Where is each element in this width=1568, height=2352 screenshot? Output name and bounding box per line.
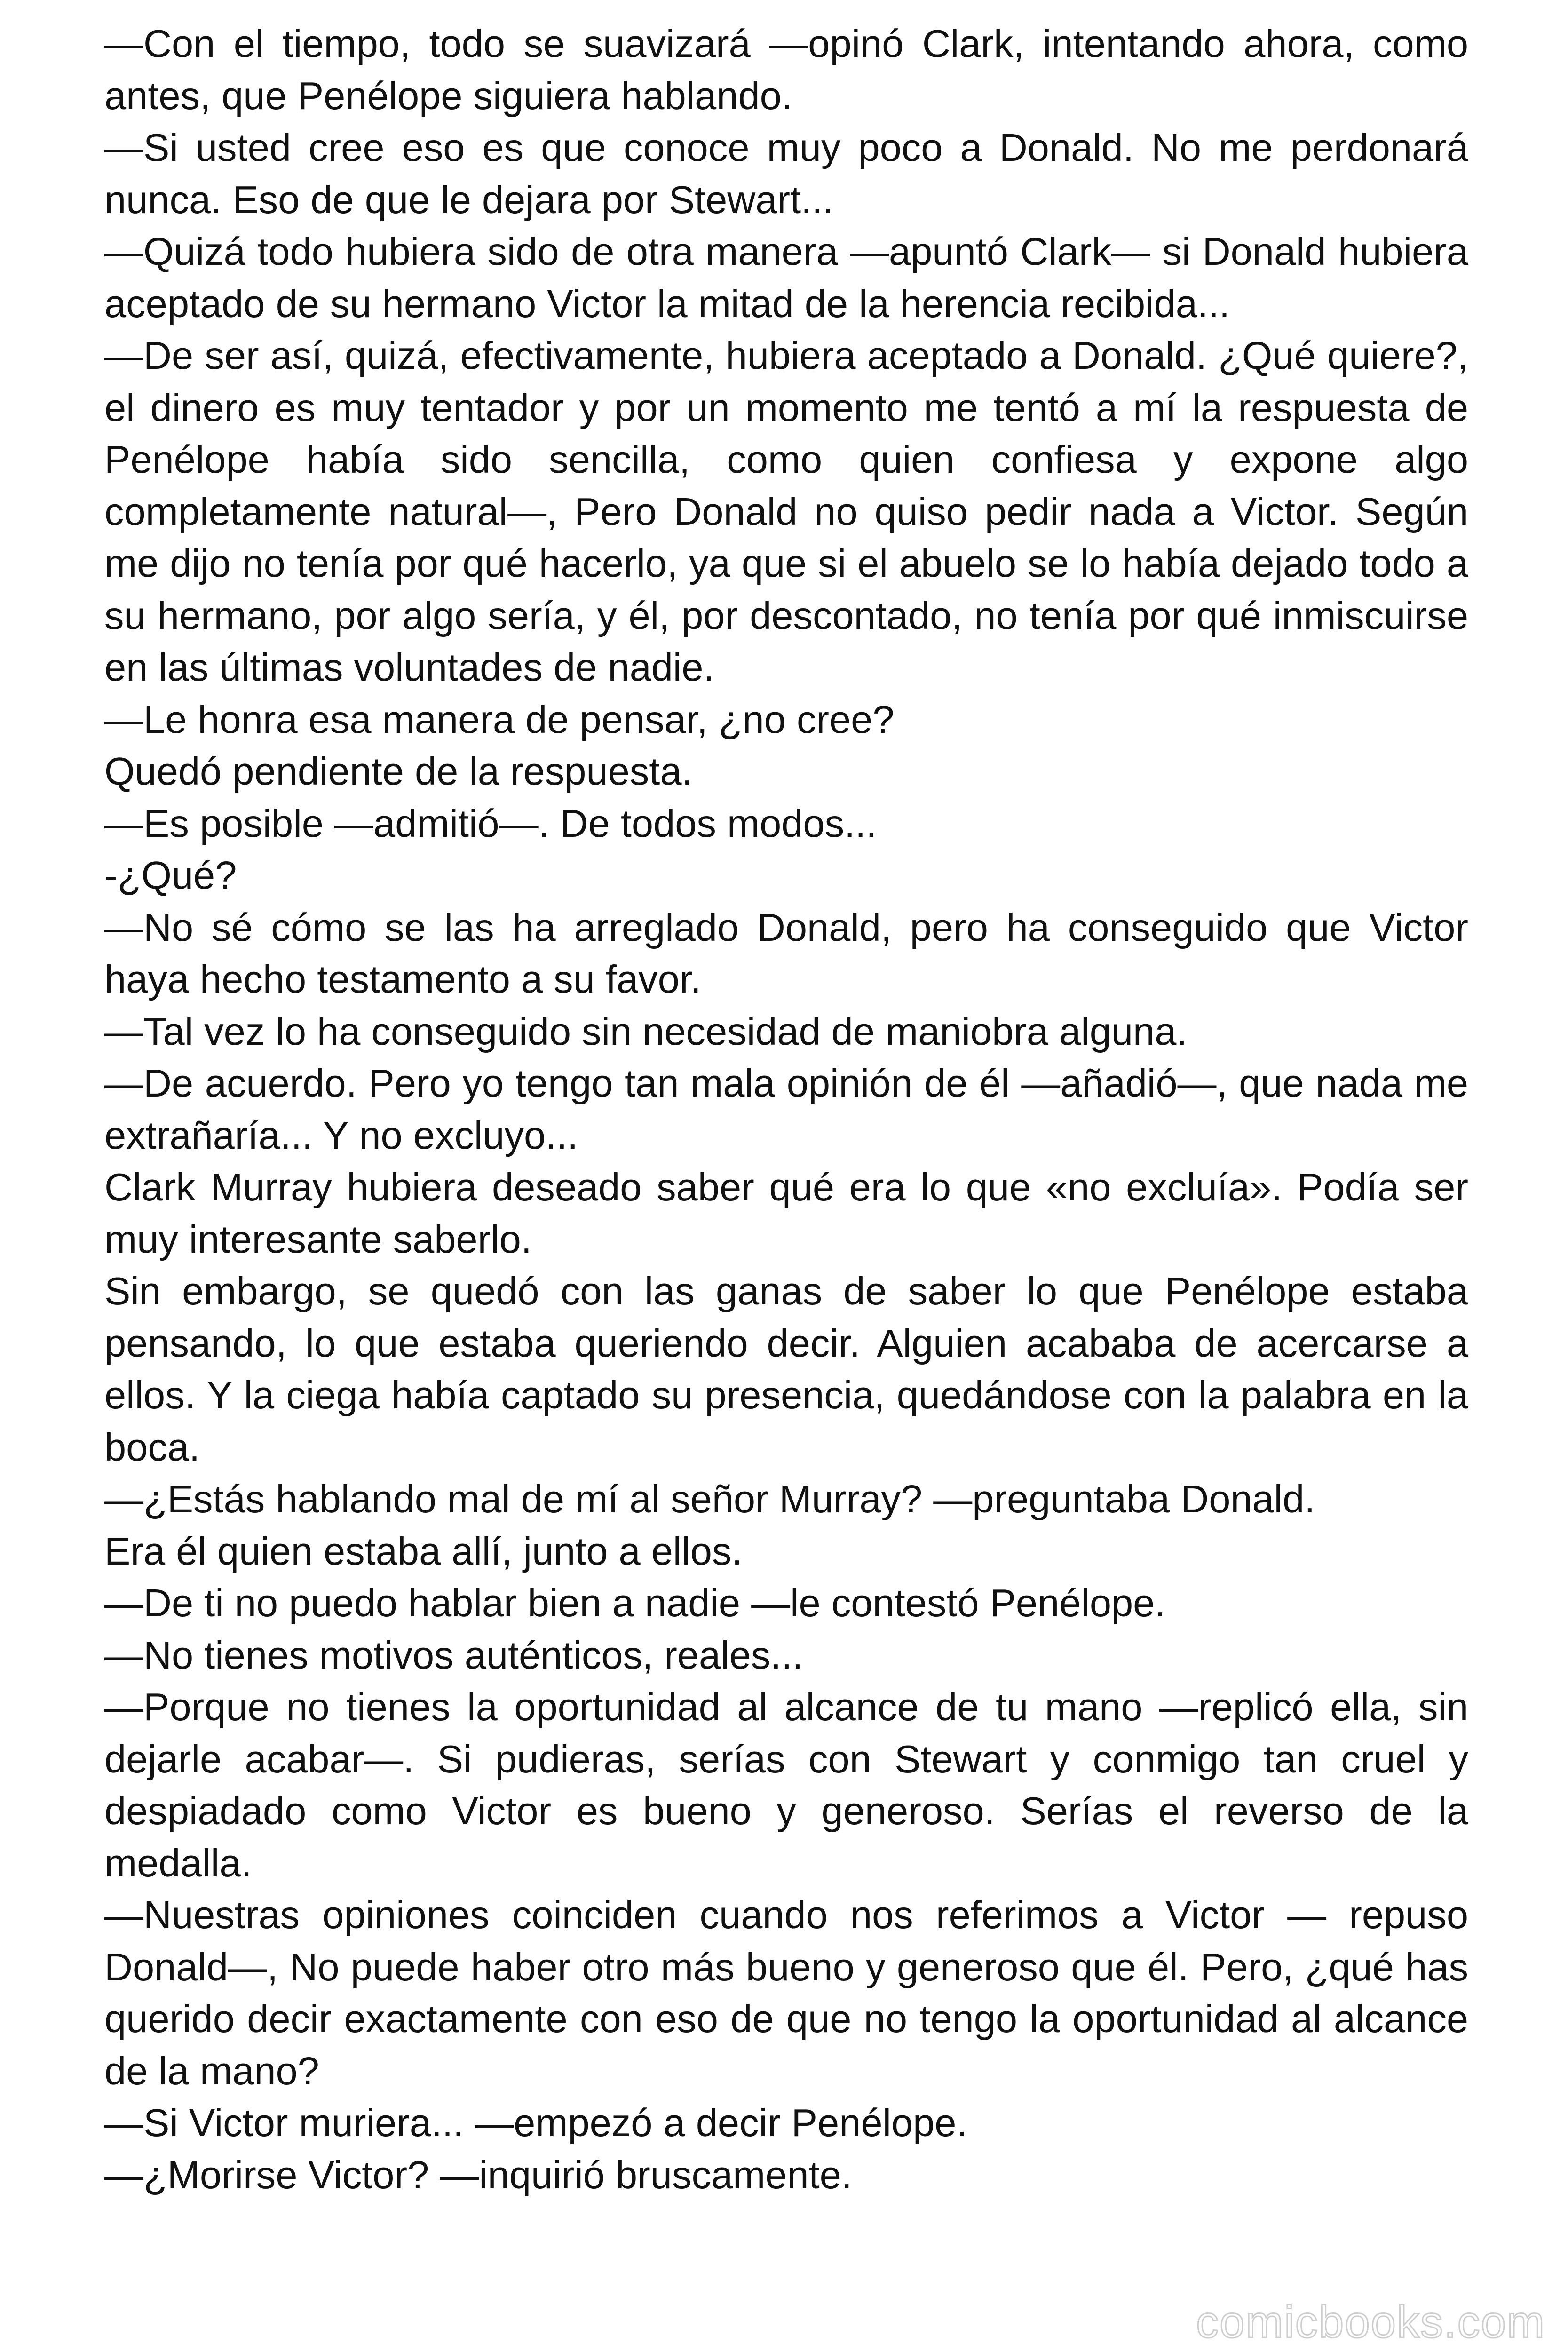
paragraph: —Quizá todo hubiera sido de otra manera —apuntó Clark— si Donald hubiera aceptado de su hermano Victor la mitad de la herencia recibida...	[104, 230, 1468, 326]
paragraph: —Tal vez lo ha conseguido sin necesidad de maniobra alguna.	[104, 1009, 1188, 1053]
paragraph: —Si usted cree eso es que conoce muy poco a Donald. No me perdonará nunca. Eso de que le dejara por Stewart...	[104, 126, 1468, 222]
paragraph: —De ti no puedo hablar bien a nadie —le contestó Penélope.	[104, 1581, 1166, 1625]
paragraph: —Nuestras opiniones coinciden cuando nos referimos a Victor — repuso Donald—, No puede haber otro más bueno y generoso que él. Pero, ¿qué has querido decir exactamente con eso de que no tengo la oportunidad al alcance de la mano?	[104, 1893, 1468, 2093]
watermark-text: comicbooks.com	[1196, 2297, 1545, 2347]
paragraph: —Porque no tienes la oportunidad al alcance de tu mano —replicó ella, sin dejarle acabar—. Si pudieras, serías con Stewart y conmigo tan cruel y despiadado como Victor es bueno y generoso. Serías el reverso de la medalla.	[104, 1685, 1468, 1885]
paragraph: —De ser así, quizá, efectivamente, hubiera aceptado a Donald. ¿Qué quiere?, el dinero es muy tentador y por un momento me tentó a mí la respuesta de Penélope había sido sencilla, como quien confiesa y expone algo completamente natural—, Pero Donald no quiso pedir nada a Victor. Según me dijo no tenía por qué hacerlo, ya que si el abuelo se lo había dejado todo a su hermano, por algo sería, y él, por descontado, no tenía por qué inmiscuirse en las últimas voluntades de nadie.	[104, 334, 1468, 689]
paragraph: —Con el tiempo, todo se suavizará —opinó Clark, intentando ahora, como antes, que Penélope siguiera hablando.	[104, 22, 1468, 118]
paragraph: —No sé cómo se las ha arreglado Donald, pero ha conseguido que Victor haya hecho testamento a su favor.	[104, 905, 1468, 1001]
paragraph: —¿Morirse Victor? —inquirió bruscamente.	[104, 2153, 852, 2197]
paragraph: —No tienes motivos auténticos, reales...	[104, 1633, 803, 1677]
paragraph: Quedó pendiente de la respuesta.	[104, 749, 693, 793]
page-body	[104, 18, 1468, 2201]
paragraph: -¿Qué?	[104, 853, 237, 897]
paragraph: —Es posible —admitió—. De todos modos...	[104, 801, 877, 845]
paragraph: —Si Victor muriera... —empezó a decir Penélope.	[104, 2101, 967, 2145]
paragraph: —Le honra esa manera de pensar, ¿no cree?	[104, 697, 895, 741]
paragraph: Sin embargo, se quedó con las ganas de saber lo que Penélope estaba pensando, lo que estaba queriendo decir. Alguien acababa de acercarse a ellos. Y la ciega había captado su presencia, quedándose con la palabra en la boca.	[104, 1269, 1468, 1469]
paragraph: Clark Murray hubiera deseado saber qué era lo que «no excluía». Podía ser muy interesante saberlo.	[104, 1165, 1468, 1261]
paragraph: Era él quien estaba allí, junto a ellos.	[104, 1529, 743, 1573]
paragraph: —De acuerdo. Pero yo tengo tan mala opinión de él —añadió—, que nada me extrañaría... Y no excluyo...	[104, 1061, 1468, 1157]
paragraph: —¿Estás hablando mal de mí al señor Murray? —preguntaba Donald.	[104, 1477, 1315, 1521]
